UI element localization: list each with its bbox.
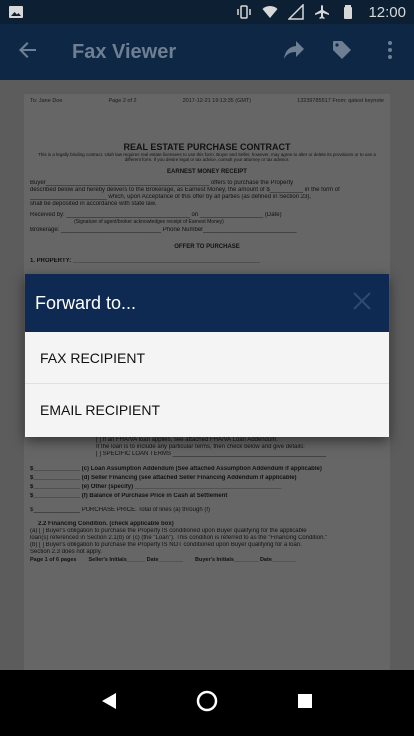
doc-line: Buyer_________________________________________________ offers to purchase the Property: [30, 180, 294, 186]
wifi-icon: [262, 4, 278, 20]
doc-line: shall be deposited in accordance with state law.: [30, 201, 157, 207]
doc-line: _______________________ which, upon Acceptance of this offer by all parties (as defined in Section 23),: [30, 194, 312, 200]
footer-buyer-initials: Buyer's Initials________ Date________: [195, 557, 297, 563]
purchase-price-line: $______________ PURCHASE PRICE. Total of lines (a) through (f): [30, 507, 210, 513]
battery-icon: [340, 4, 356, 20]
image-icon: [8, 4, 24, 20]
forward-share-icon: [283, 40, 305, 65]
fax-header-timestamp: 2017-12-21 19:13:35 (GMT): [182, 98, 252, 104]
nav-recents-button[interactable]: [285, 683, 325, 723]
overflow-menu-button[interactable]: [366, 24, 414, 80]
money-line: $______________ (f) Balance of Purchase Price in Cash at Settlement: [30, 493, 228, 499]
signature-note: (Signature of agent/broker acknowledges receipt of Earnest Money): [74, 219, 224, 225]
earnest-money-heading: EARNEST MONEY RECEIPT: [167, 169, 247, 175]
app-bar: [0, 24, 414, 80]
footer-page-count: Page 1 of 6 pages: [30, 557, 77, 563]
clock: 12:00: [368, 3, 406, 21]
fax-header: [30, 98, 384, 104]
brokerage-line: Brokerage: ______________________________ Phone Number____________________________: [30, 227, 297, 233]
dialog-title: Forward to...: [35, 292, 137, 313]
tag-icon: [331, 39, 353, 66]
financing-line: Section 2.3 does not apply.: [30, 549, 102, 555]
loan-line: If the loan is to include any particular terms, then check below and give details:: [96, 444, 305, 450]
fax-header-page: Page 2 of 2: [108, 98, 137, 104]
dialog-header: [25, 274, 389, 332]
app-title: Fax Viewer: [72, 40, 177, 63]
back-triangle-icon: [101, 692, 117, 715]
financing-line: loan(s) referenced in Section 2.1(b) or (c) (the "Loan"). This condition is referred to as the "Financing Condition.": [30, 535, 328, 541]
navigation-bar: [0, 670, 414, 736]
received-line: Received by: _____________________________________ on ___________________ (Date): [30, 212, 282, 218]
financing-line: (b) [ ] Buyer's obligation to purchase the Property IS NOT conditioned upon Buyer qualifying for a loan.: [30, 542, 302, 548]
recents-square-icon: [297, 693, 313, 714]
money-line: $______________ (c) Loan Assumption Addendum (See attached Assumption Addendum if applicable): [30, 466, 322, 472]
money-line: $______________ (e) Other (specify) ____________________________________________: [30, 484, 282, 490]
home-circle-icon: [196, 690, 218, 717]
dialog-close-button[interactable]: [335, 274, 389, 332]
footer-seller-initials: Seller's Initials______ Date________: [88, 557, 184, 563]
offer-heading: OFFER TO PURCHASE: [174, 244, 240, 250]
document-footer: [30, 557, 384, 563]
fax-header-to: To: Jane Doe: [30, 98, 63, 104]
nav-home-button[interactable]: [187, 683, 227, 723]
forward-button[interactable]: [270, 24, 318, 80]
loan-line: [ ] SPECIFIC LOAN TERMS ______________________________________________: [96, 451, 327, 457]
financing-line: 2.2 Financing Condition. (check applicable box): [38, 521, 174, 527]
tag-button[interactable]: [318, 24, 366, 80]
forward-dialog: [25, 274, 389, 437]
airplane-icon: [314, 4, 330, 20]
vibrate-icon: [236, 4, 252, 20]
status-bar: [0, 0, 414, 24]
money-line: $______________ (d) Seller Financing (see attached Seller Financing Addendum if applicable): [30, 475, 297, 481]
email-recipient-option[interactable]: EMAIL RECIPIENT: [40, 402, 161, 418]
more-vert-icon: [387, 40, 393, 65]
fax-recipient-option[interactable]: FAX RECIPIENT: [25, 332, 389, 384]
loan-line: [ ] If an FHA/VA loan applies, see attached FHA/VA Loan Addendum.: [96, 437, 278, 443]
financing-line: (a) [ ] Buyer's obligation to purchase the Property IS conditioned upon Buyer qualifying for the applicable: [30, 528, 307, 534]
back-arrow-icon: [18, 40, 38, 65]
back-button[interactable]: [0, 24, 56, 80]
document-title: REAL ESTATE PURCHASE CONTRACT: [123, 142, 291, 152]
fax-header-from: 13239785517 From: qatest keynote: [297, 98, 384, 104]
doc-line: described below and hereby delivers to the Brokerage, as Earnest Money, the amount of $__________ in the form of: [30, 187, 340, 193]
close-icon: [353, 292, 371, 315]
signal-icon: [288, 4, 304, 20]
nav-back-button[interactable]: [89, 683, 129, 723]
document-note: This is a legally binding contract. Utah law requires real estate licensees to use this form. Buyer and Seller, however, may agree to alter or delete its provisions or to use a different form. If you desire legal or tax advice, consult your attorney or tax advisor.: [38, 152, 376, 162]
property-line: 1. PROPERTY: ________________________________________________________: [30, 258, 260, 264]
